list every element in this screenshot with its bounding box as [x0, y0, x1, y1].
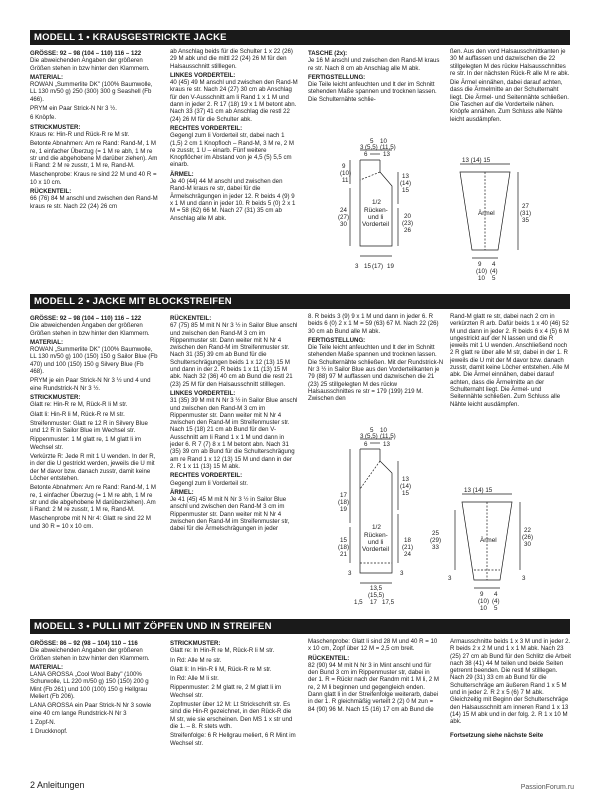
m2-sleeve-label: (10)	[478, 598, 490, 605]
paragraph: Je 40 (44) 44 M anschl und zwischen den Rand-M kraus re str, dabei für die Ärmelschrägungen in jeder 12. R beids 4 (9) 9 x 1 M und dann in jeder 10. R beids 5 (0) 2 x 1 M = 58 (62) 66 M. Nach 27 (31) 35 cm ab Anschlag alle M abk.	[170, 178, 296, 222]
m2-front-label: 15	[340, 537, 347, 544]
paragraph: Glatt re: Hin-R re M, Rück-R li M str.	[30, 401, 128, 409]
section-header-modell-1: MODELL 1 • KRAUSGESTRICKTE JACKE	[30, 30, 570, 45]
m1-column-2	[170, 48, 298, 284]
paragraph: Gegengl zum li Vorderteil str, dabei nach 1 (1,5) 2 cm 1 Knopfloch – Rand-M, 3 M re, 2 M re zusstr, 1 U – einarb. Fünf weitere Knopflöcher im Abstand von je 4,5 (5) 5,5 cm einarb.	[170, 132, 294, 169]
paragraph: LANA GROSSA „Cool Wool Baby" (100% Schurwolle, LL 220 m/50 g) 150 (150) 200 g Mint (Fb 261) und 100 (100) 150 g Hellgrau Meliert (Fb 206).	[30, 671, 149, 701]
m1-sleeve-label: Ärmel	[478, 210, 495, 217]
paragraph: Glatt li: Hin-R li M, Rück-R re M str.	[30, 410, 125, 418]
m3-column-4	[450, 638, 572, 773]
m2-front-label: (14)	[400, 483, 412, 490]
paragraph: Die Teile leicht anfeuchten und lt der im Schnitt stehenden Maße spannen und trocknen lassen. Die Schulternähte schlie-	[308, 81, 437, 103]
paragraph: 66 (76) 84 M anschl und zwischen den Rand-M kraus re str. Nach 22 (24) 26 cm	[30, 195, 158, 210]
m2-front-label: 3	[360, 433, 364, 440]
m1-front-label: (5,5)	[365, 144, 378, 151]
m1-column-1	[30, 48, 158, 284]
m1-sleeve-label: (31)	[520, 210, 532, 217]
m1-front-label: (23)	[402, 220, 414, 227]
section-heading: ÄRMEL:	[170, 488, 194, 496]
section-heading: RÜCKENTEIL:	[308, 654, 350, 662]
m2-front-label: (15,5)	[368, 592, 385, 599]
section-header-modell-3: MODELL 3 • PULLI MIT ZÖPFEN UND IN STREIFEN	[30, 619, 570, 634]
m1-sleeve-label: (10)	[476, 268, 488, 275]
m1-front-label: (17)	[372, 263, 384, 270]
m1-sleeve-label: (4)	[490, 268, 498, 275]
paragraph: 31 (35) 39 M mit N Nr 3 ½ in Sailor Blue anschl und zwischen den Rand-M 3 cm im Rippenmuster str. Dann weiter mit N Nr 4 zwischen den Rand-M im Streifenmuster str. Nach 15 (18) 21 cm ab Bund für den V-Ausschnitt am li Rand 1 x 1 M und dann in jeder 6. R 7 (7) 8 x 1 M betont abn. Nach 31 (35) 39 cm ab Bund für die Schulterschrägung am re Rand 1 x 12 (13) 15 M und dann in der 2. R 1 x 11 (13) 15 M abk.	[170, 397, 298, 470]
m2-front-label: 1/2	[372, 524, 381, 531]
paragraph: Streifenmuster: Glatt re 12 R in Silvery Blue und 12 R in Sailor Blue im Wechsel str.	[30, 419, 148, 435]
continuation-note: Fortsetzung siehe nächste Seite	[450, 731, 544, 739]
paragraph: 6 Knöpfe.	[30, 114, 57, 122]
m2-front-label: 13	[383, 441, 390, 448]
m1-sleeve-label: 4	[492, 261, 496, 268]
watermark: PassionForum.ru	[520, 784, 574, 791]
m2-sleeve-label: 5	[494, 605, 498, 612]
m1-front-label: 15	[402, 187, 409, 194]
m2-front-label: 21	[340, 551, 347, 558]
section-heading: GRÖSSE: 92 – 98 (104 – 110) 116 – 122	[30, 50, 142, 57]
m2-front-label: 3	[348, 570, 352, 577]
m1-sleeve-label: 35	[522, 217, 529, 224]
m2-sleeve-label: (29)	[430, 537, 442, 544]
paragraph: 82 (90) 94 M mit N Nr 3 in Mint anschl und für den Bund 3 cm im Rippenmuster str, dabei in der 1. R = Rückr nach der Randm mit 1 M li, 2 M re, 2 M li beginnen und gegengleich enden. Dann glatt li in der Streifenfolge weiterarb, dabei in der 1. R gleichmäßig verteilt 2 (2) 0 M zun = 84 (90) 96 M. Nach 15 (16) 17 cm ab Bund die	[308, 661, 439, 713]
m1-front-label: 30	[340, 221, 347, 228]
m1-sleeve-schematic	[450, 150, 570, 280]
paragraph: ROWAN „Summerlite DK" (100% Baumwolle, LL 130 m/50 g) 100 (150) 150 g Sailor Blue (Fb 470) und 100 (150) 150 g Silvery Blue (Fb 468).	[30, 346, 158, 376]
m1-front-label: (14)	[400, 180, 412, 187]
paragraph: Je 16 M anschl und zwischen den Rand-M kraus re str. Nach 8 cm ab Anschlag alle M abk.	[308, 57, 440, 72]
m2-sleeve-label: 25	[432, 530, 439, 537]
m2-front-label: 18	[404, 537, 411, 544]
section-heading: FERTIGSTELLUNG:	[308, 336, 366, 344]
section-heading: FERTIGSTELLUNG:	[308, 73, 366, 81]
paragraph: 67 (75) 85 M mit N Nr 3 ½ in Sailor Blue anschl und zwischen den Rand-M 3 cm im Rippenmuster str. Dann weiter mit N Nr 4 zwischen den Rand-M im Streifenmuster str. Nach 31 (35) 39 cm ab Bund für die Schulterschrägungen beids 1 x 12 (13) 15 M und dann in der 2. R beids 1 x 11 (13) 15 M abk. Nach 32 (36) 40 cm ab Bund die restl 21 (23) 25 M für den Halsausschnitt stilllegen.	[170, 322, 298, 388]
m2-sleeve-label: 22	[524, 527, 531, 534]
m1-front-label: 1/2	[372, 199, 381, 206]
paragraph: Streifenfolge: 6 R Hellgrau meliert, 6 R Mint im Wechsel str.	[170, 732, 296, 747]
section-heading: RECHTES VORDERTEIL:	[170, 472, 243, 480]
section-heading: GRÖSSE: 92 – 98 (104 – 110) 116 – 122	[30, 315, 142, 322]
section-heading: ÄRMEL:	[170, 170, 194, 178]
section-heading: GRÖSSE: 86 – 92 (98 – 104) 110 – 116	[30, 640, 138, 647]
paragraph: Die abweichenden Angaben der größeren Größen stehen in bzw hinter den Klammern.	[30, 322, 150, 337]
paragraph: Gegengl zum li Vorderteil str.	[170, 479, 248, 487]
m2-front-label: (18)	[338, 544, 350, 551]
paragraph: ab Anschlag beids für die Schulter 1 x 22 (26) 29 M abk und die mittl 22 (24) 26 M für den Halsausschnitt stilllegen.	[170, 48, 293, 70]
section-heading: RÜCKENTEIL:	[170, 315, 212, 322]
m3-column-1	[30, 638, 158, 773]
paragraph: Glatt li: In Hin-R li M, Rück-R re M str.	[170, 665, 272, 673]
m2-sleeve-label: Ärmel	[480, 537, 497, 544]
m2-column-4	[450, 313, 572, 463]
section-heading: RÜCKENTEIL:	[30, 188, 72, 196]
paragraph: ßen. Aus den vord Halsausschnittkanten je 30 M auffassen und dazwischen die 22 stillgelegten M des rückw Halsausschnittes re str. In der nächsten Rück-R alle M re abk.	[450, 48, 570, 77]
m1-sleeve-label: 27	[522, 203, 529, 210]
m2-front-label: Vorderteil	[362, 546, 389, 553]
m2-front-label: (5,5)	[365, 433, 378, 440]
paragraph: 40 (45) 49 M anschl und zwischen den Rand-M kraus re str. Nach 24 (27) 30 cm ab Anschlag für den V-Ausschnitt am li Rand 1 x 1 M und dann in jeder 2. R 17 (18) 19 x 1 M betont abn. Nach 33 (37) 41 cm ab Anschlag die restl 22 (24) 26 M für die Schulter abk.	[170, 79, 298, 123]
paragraph: Betonte Abnahmen: Am re Rand: Rand-M, 1 M re, 1 einfacher Überzug (= 1 M re abh, 1 M re str und die abgehobene M darüberziehen). Am li Rand: 2 M re zusstr, 1 M re, Rand-M.	[30, 484, 157, 514]
m2-front-label: 5	[370, 427, 374, 434]
m2-column-1	[30, 313, 158, 613]
paragraph: PRYM je ein Paar Strick-N Nr 3 ½ und 4 und eine Rundstrick-N Nr 3 ½.	[30, 377, 151, 392]
paragraph: Zopfmuster über 12 M: Lt Strickschrift str. Es sind die Hin-R gezeichnet, in den Rück-R die M str, wie sie erscheinen. Den MS 1 x str und die 1. – 8. R stets wdh.	[170, 701, 293, 730]
m2-front-label: Rücken-	[364, 532, 388, 539]
m1-front-label: 19	[387, 263, 394, 270]
m3-column-2	[170, 638, 298, 773]
m2-front-label: 3	[400, 570, 404, 577]
paragraph: PRYM ein Paar Strick-N Nr 3 ½.	[30, 105, 117, 113]
m2-sleeve-label: (26)	[522, 534, 534, 541]
m2-sleeve-label: 3	[448, 575, 452, 582]
section-heading: TASCHE (2x):	[308, 50, 348, 57]
section-heading: MATERIAL:	[30, 338, 64, 346]
section-heading: RECHTES VORDERTEIL:	[170, 124, 243, 132]
paragraph: Glatt re: In Hin-R re M, Rück-R li M str.	[170, 647, 275, 655]
m2-front-label: 24	[404, 551, 411, 558]
m2-sleeve-label: 10	[480, 605, 487, 612]
m2-sleeve-label: 9	[480, 591, 484, 598]
m1-front-label: 11	[342, 177, 349, 184]
paragraph: 1 Druckknopf.	[30, 728, 68, 736]
page-footer: 2 Anleitungen	[30, 780, 85, 790]
m2-column-3	[308, 313, 444, 415]
paragraph: 1 Zopf-N.	[30, 718, 56, 726]
m1-front-label: Vorderteil	[362, 221, 389, 228]
m2-sleeve-label: 3	[522, 575, 526, 582]
paragraph: Verkürzte R: Jede R mit 1 U wenden. In der R, in der die U gestrickt werden, jeweils die U mit der M davor bzw. danach zusstr, damit keine Löcher entstehen.	[30, 453, 156, 482]
m2-front-label: 17	[370, 599, 377, 606]
paragraph: Betonte Abnahmen: Am re Rand: Rand-M, 1 M re, 1 einfacher Überzug (= 1 M re abh, 1 M re str und die abgehobene M darüber ziehen). Am li Rand: 2 M re zusstr, 1 M re, Rand-M.	[30, 140, 158, 170]
paragraph: Die abweichenden Angaben der größeren Größen stehen in bzw hinter den Klammern.	[30, 647, 150, 662]
paragraph: Kraus re: Hin-R und Rück-R re M str.	[30, 130, 130, 138]
m2-front-label: 1,5	[354, 599, 363, 606]
section-heading: STRICKMUSTER:	[30, 393, 81, 401]
section-heading: MATERIAL:	[30, 663, 64, 671]
m1-front-label: und li	[368, 214, 384, 221]
paragraph: Rand-M glatt re str, dabei nach 2 cm in verkürzten R arb. Dafür beids 1 x 40 (46) 52 M und dann in jeder 2. R beids 6 x 4 (5) 6 M ungestrickt auf der N lassen und die R jeweils mit 1 U wenden. Anschließend noch 2 R glatt re über alle M str, dabei in der 1. R jeweils die U mit der M davor bzw. danach zusstr, damit keine Löcher entstehen. Alle M abk. Die Ärmel einnähen, dabei darauf achten, dass die Ärmelmitte an der Schulternaht liegt. Die Ärmel- und Seitennähte schließen. Zum Schluss alle Nähte leicht ausdämpfen.	[450, 313, 570, 408]
m1-sleeve-label: 9	[478, 261, 482, 268]
m2-front-label: 13,5	[370, 585, 383, 592]
m2-column-2	[170, 313, 298, 613]
m2-sleeve-label: (4)	[492, 598, 500, 605]
m2-sleeve-schematic	[430, 480, 570, 615]
paragraph: Rippenmuster: 1 M glatt re, 1 M glatt li im Wechsel str.	[30, 436, 142, 451]
m2-front-label: (21)	[402, 544, 414, 551]
section-heading: LINKES VORDERTEIL:	[170, 71, 236, 79]
m2-sleeve-label: 13 (14) 15	[464, 487, 493, 494]
m2-sleeve-label: 4	[494, 591, 498, 598]
m1-sleeve-label: 5	[492, 275, 496, 282]
section-heading: LINKES VORDERTEIL:	[170, 389, 236, 397]
m1-front-label: Rücken-	[364, 207, 388, 214]
m1-front-label: 13	[402, 173, 409, 180]
m2-front-label: (18)	[338, 499, 350, 506]
m1-front-label: 3	[355, 263, 359, 270]
m2-front-label: 15	[402, 490, 409, 497]
m2-sleeve-label: 30	[524, 541, 531, 548]
m2-front-label: 6	[364, 441, 368, 448]
paragraph: Je 41 (45) 45 M mit N Nr 3 ½ in Sailor Blue anschl und zwischen den Rand-M 3 cm im Rippenmuster str. Dann weiter mit N Nr 4 zwischen den Rand-M im Streifenmuster str, dabei für die Ärmelschrägungen in jeder	[170, 496, 290, 533]
paragraph: Rippenmuster: 2 M glatt re, 2 M glatt li im Wechsel str.	[170, 684, 282, 699]
m1-front-label: 9	[342, 163, 346, 170]
m1-front-label: (10)	[340, 170, 352, 177]
m2-front-label: 17	[340, 492, 347, 499]
m1-front-label: 6	[364, 151, 368, 158]
m2-front-label: 10	[380, 427, 387, 434]
m1-front-label: 24	[340, 207, 347, 214]
m1-column-4	[450, 48, 572, 148]
paragraph: Die abweichenden Angaben der größeren Größen stehen in bzw hinter den Klammern.	[30, 57, 150, 72]
paragraph: Maschenprobe: Glatt li sind 28 M und 40 R = 10 x 10 cm, Zopf über 12 M = 2,5 cm breit.	[308, 638, 438, 653]
m3-column-3	[308, 638, 440, 773]
m1-front-label: 3	[360, 144, 364, 151]
paragraph: In Rd: Alle M li str.	[170, 675, 219, 683]
m2-front-back-schematic	[300, 415, 450, 610]
m1-front-label: 20	[404, 213, 411, 220]
paragraph: LANA GROSSA ein Paar Strick-N Nr 3 sowie eine 40 cm lange Rundstrick-N Nr 3	[30, 702, 152, 717]
m2-front-label: (11,5)	[380, 433, 396, 440]
section-heading: STRICKMUSTER:	[170, 640, 221, 647]
paragraph: Die Ärmel einnähen, dabei darauf achten, dass die Ärmelmitte an der Schulternaht liegt. Die Ärmel- und Seitennähte schließen. Die Taschen auf die Vorderteile nähen. Knöpfe annähen. Zum Schluss alle Nähte leicht ausdämpfen.	[450, 79, 569, 123]
paragraph: 8. R beids 3 (9) 9 x 1 M und dann in jeder 6. R beids 6 (0) 2 x 1 M = 59 (63) 67 M. Nach 22 (26) 30 cm ab Bund alle M abk.	[308, 313, 439, 335]
m2-front-label: und li	[368, 539, 384, 546]
m2-front-label: 17,5	[382, 599, 395, 606]
m1-sleeve-label: 10	[478, 275, 485, 282]
m1-front-label: (27)	[338, 214, 350, 221]
m2-front-label: 13	[402, 476, 409, 483]
paragraph: In Rd: Alle M re str.	[170, 656, 222, 664]
m1-front-label: 15	[364, 263, 371, 270]
section-heading: STRICKMUSTER:	[30, 123, 81, 131]
m2-front-label: 19	[340, 506, 347, 513]
m1-front-back-schematic	[300, 128, 450, 288]
paragraph: Armausschnitte beids 1 x 3 M und in jeder 2. R beids 2 x 2 M und 1 x 1 M abk. Nach 23 (25) 27 cm ab Bund für den Schlitz die Arbeit nach 38 (41) 44 M teilen und beide Seiten getrennt beenden. Die restl M stilllegen. Nach 29 (31) 33 cm ab Bund für die Schulterschräge am äußeren Rand 1 x 5 M und in jeder 2. R 2 x 5 (6) 7 M abk. Gleichzeitig mit Beginn der Schulterschräge den Halsausschnitt am inneren Rand 1 x 13 (14) 15 M abk und in der folg. 2. R 1 x 10 M abk.	[450, 638, 571, 726]
m1-column-3	[308, 48, 444, 120]
m2-sleeve-label: 33	[432, 544, 439, 551]
paragraph: Die Teile leicht anfeuchten und lt der im Schnitt stehenden Maße spannen und trocknen lassen. Die Schulternähte schließen. Mit der Rundstrick-N Nr 3 ½ in Sailor Blue aus den Vorderteilkanten je 79 (88) 97 M auffassen und dazwischen die 21 (23) 25 stillgelegten M des rückw Halsausschnittes re str = 179 (199) 219 M. Zwischen den	[308, 344, 444, 403]
section-heading: MATERIAL:	[30, 73, 64, 81]
paragraph: ROWAN „Summerlite DK" (100% Baumwolle, LL 130 m/50 g) 250 (300) 300 g Seashell (Fb 466).	[30, 81, 153, 103]
paragraph: Maschenprobe mit N Nr 4: Glatt re sind 22 M und 30 R = 10 x 10 cm.	[30, 515, 151, 530]
m1-front-label: 13	[383, 151, 390, 158]
section-header-modell-2: MODELL 2 • JACKE MIT BLOCKSTREIFEN	[30, 294, 570, 309]
paragraph: Maschenprobe: Kraus re sind 22 M und 40 R = 10 x 10 cm.	[30, 171, 157, 186]
m1-front-label: (11,5)	[380, 144, 396, 151]
m1-front-label: 26	[404, 227, 411, 234]
m1-sleeve-label: 13 (14) 15	[462, 157, 491, 164]
m1-front-label: 5	[370, 138, 374, 145]
m1-front-label: 10	[380, 138, 387, 145]
